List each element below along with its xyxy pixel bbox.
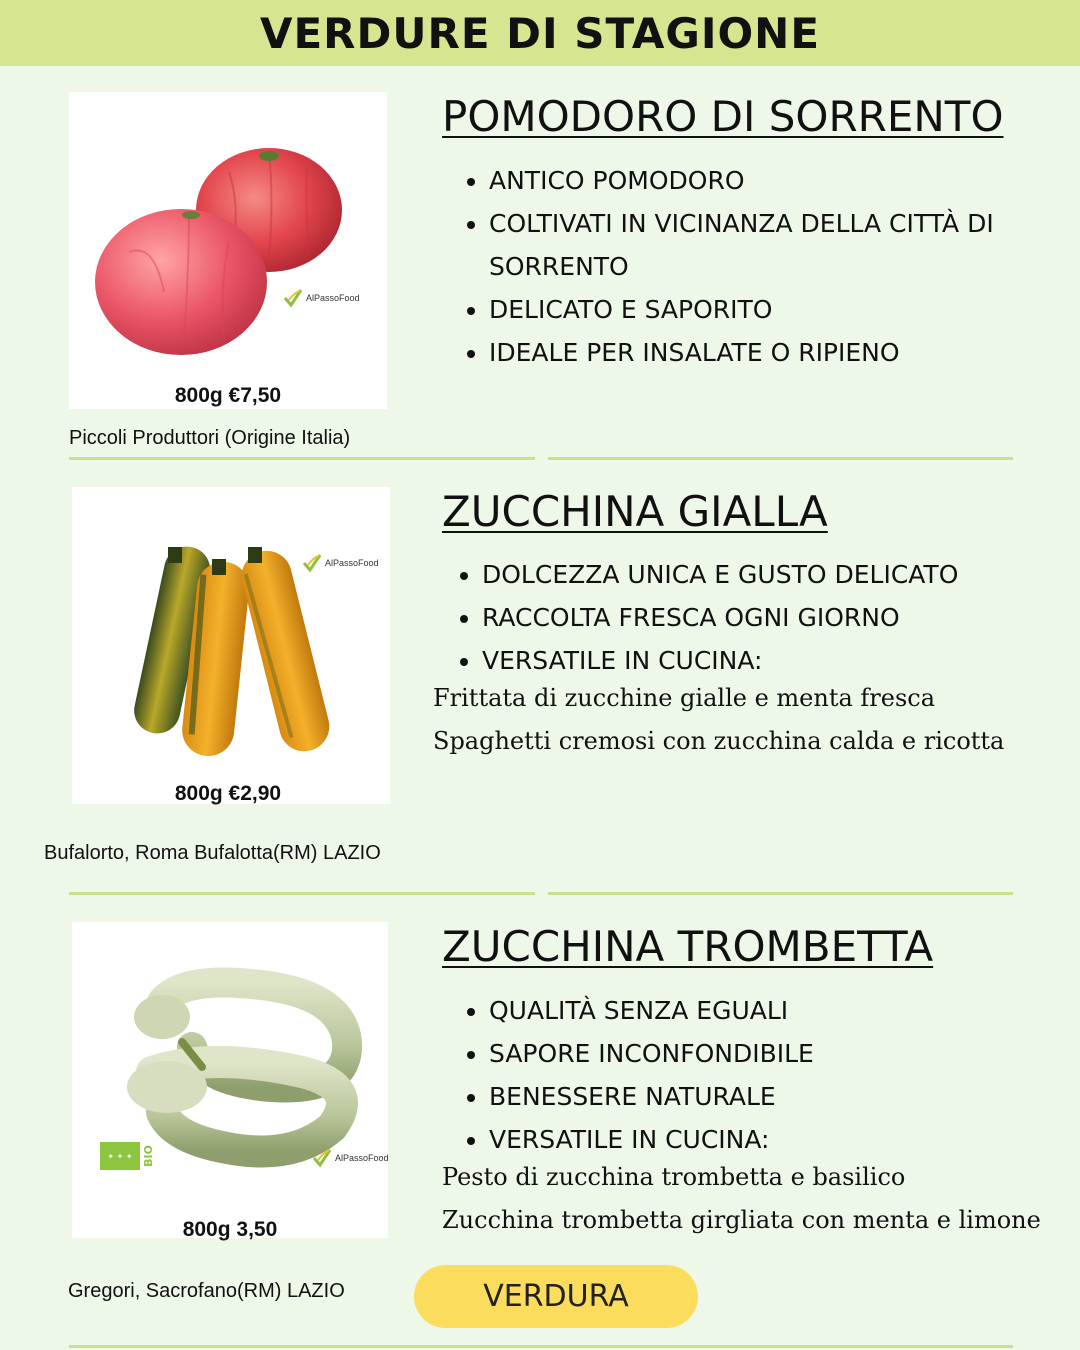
product-producer: Piccoli Produttori (Origine Italia) <box>69 427 351 449</box>
product-features <box>443 159 1049 374</box>
feature-item: • RACCOLTA FRESCA OGNI GIORNO <box>482 596 1062 639</box>
page-header <box>0 0 1080 66</box>
product-image-tomato <box>69 92 387 409</box>
eu-organic-icon: ✦ ✦ ✦ <box>100 1142 140 1170</box>
product-price: 800g €7,50 <box>174 384 282 407</box>
recipe-item: Pesto di zucchina trombetta e basilico <box>442 1163 906 1191</box>
recipe-item: Frittata di zucchine gialle e menta fresca <box>433 684 936 712</box>
feature-item: • VERSATILE IN CUCINA: <box>482 639 1062 682</box>
product-price: 800g €2,90 <box>174 782 282 805</box>
divider <box>548 892 1013 895</box>
brand-logo: AlPassoFood <box>302 553 379 573</box>
product-image-trombetta-zucchini <box>72 922 389 1241</box>
product-features <box>436 553 1062 682</box>
feature-item: • DELICATO E SAPORITO <box>489 288 1049 331</box>
product-features <box>443 989 1049 1161</box>
product-title: POMODORO DI SORRENTO <box>442 92 1004 141</box>
feature-item: • DOLCEZZA UNICA E GUSTO DELICATO <box>482 553 1062 596</box>
recipe-item: Zucchina trombetta girgliata con menta e limone <box>442 1206 1041 1234</box>
verdura-button[interactable]: VERDURA <box>414 1265 698 1328</box>
feature-item: • BENESSERE NATURALE <box>489 1075 1049 1118</box>
brand-logo: AlPassoFood <box>312 1148 389 1168</box>
feature-item: • SAPORE INCONFONDIBILE <box>489 1032 1049 1075</box>
feature-item: • VERSATILE IN CUCINA: <box>489 1118 1049 1161</box>
product-image-yellow-zucchini <box>72 487 390 804</box>
divider <box>69 457 535 460</box>
product-price: 800g 3,50 <box>182 1218 278 1241</box>
bio-badge: ✦ ✦ ✦ BIO <box>100 1142 155 1170</box>
feature-item: • COLTIVATI IN VICINANZA DELLA CITTÀ DI SORRENTO <box>489 202 1049 288</box>
divider <box>548 457 1013 460</box>
leaf-check-icon <box>302 553 322 573</box>
feature-item: • QUALITÀ SENZA EGUALI <box>489 989 1049 1032</box>
feature-item: • IDEALE PER INSALATE O RIPIENO <box>489 331 1049 374</box>
brand-logo: AlPassoFood <box>283 288 360 308</box>
divider <box>69 892 535 895</box>
leaf-check-icon <box>312 1148 332 1168</box>
product-title: ZUCCHINA GIALLA <box>442 487 828 536</box>
product-producer: Bufalorto, Roma Bufalotta(RM) LAZIO <box>44 842 381 864</box>
feature-item: • ANTICO POMODORO <box>489 159 1049 202</box>
zucchini-image <box>72 487 390 777</box>
tomato-image <box>69 92 387 382</box>
product-producer: Gregori, Sacrofano(RM) LAZIO <box>68 1280 345 1302</box>
product-title: ZUCCHINA TROMBETTA <box>442 922 934 971</box>
divider <box>69 1345 1013 1348</box>
recipe-item: Spaghetti cremosi con zucchina calda e ricotta <box>433 727 1005 755</box>
leaf-check-icon <box>283 288 303 308</box>
page-title: VERDURE DI STAGIONE <box>259 8 821 58</box>
